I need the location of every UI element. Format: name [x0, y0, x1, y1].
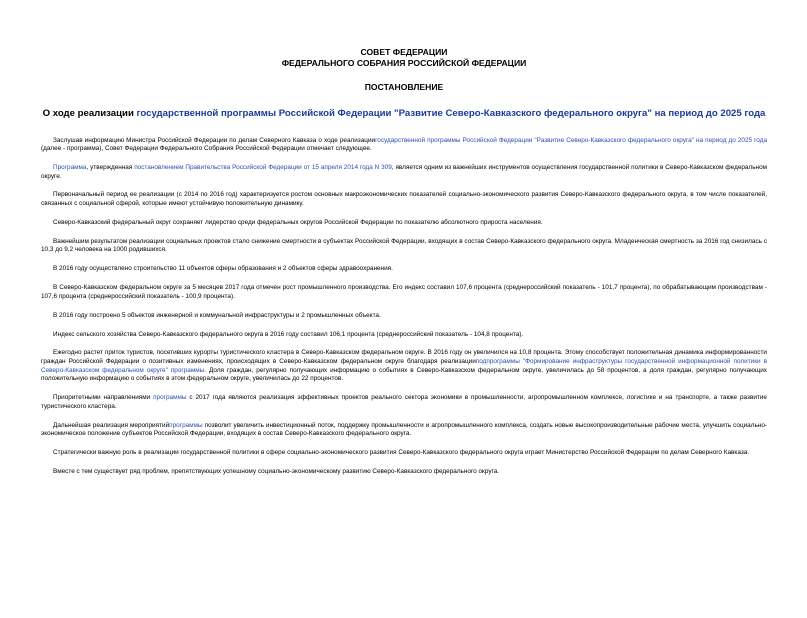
- paragraph-text: (далее - программа), Совет Федерации Федерального Собрания Российской Федерации отмечает следующее.: [41, 145, 372, 153]
- paragraph-text: позволит увеличить инвестиционный поток, поддержку промышленности и агропромышленного комплекса, создать новые высокопроизводительные рабочие места, улучшить социально-экономическое положение субъектов Российской Федерации, входящих в состав Северо-Кавказского федерального округа.: [41, 421, 768, 438]
- paragraph-text: Заслушав информацию Министра Российской Федерации по делам Северного Кавказа о ходе реализации: [53, 136, 376, 144]
- paragraph-text: , является одним из важнейших инструментов осуществления государственной политики в Северо-Кавказском федеральном округе.: [41, 163, 768, 180]
- paragraph-9: Индекс сельского хозяйства Северо-Кавказского федерального округа в 2016 году составил 106,1 процента (среднероссийский показатель - 104,8 процента).: [53, 330, 524, 338]
- title-program-link[interactable]: государственной программы Российской Федерации "Развитие Северо-Кавказского федерального округа" на период до 2025 года: [136, 107, 766, 119]
- program-link[interactable]: программы: [169, 421, 203, 429]
- paragraph-14: Вместе с тем существует ряд проблем, препятствующих успешному социально-экономическому развитию Северо-Кавказского федерального округа.: [53, 468, 500, 476]
- paragraph-2: [41, 164, 767, 181]
- header-resolution: ПОСТАНОВЛЕНИЕ: [364, 82, 444, 92]
- subprogram-link[interactable]: подпрограммы "Формирование инфраструктуры государственной информационной политики в Северо-Кавказском федеральном округе" программы: [41, 358, 768, 374]
- document-title: [41, 108, 767, 120]
- paragraph-1: [41, 137, 767, 154]
- program-link[interactable]: программы: [153, 394, 187, 402]
- paragraph-7: В Северо-Кавказском федеральном округе за 5 месяцев 2017 года отмечен рост промышленного производства. Его индекс составил 107,6 процента (среднероссийский показатель - 101,7 процента), по обрабатывающим производствам - 107,6 процента (среднероссийский показатель - 100,9 процента).: [41, 284, 767, 300]
- paragraph-5: Важнейшим результатом реализации социальных проектов стало снижение смертности в субъектах Российской Федерации, входящих в состав Северо-Кавказского федерального округа. Младенческая смертность за 2016 год снизилась с 10,3 до 9,2 человека на 1000 родившихся.: [41, 237, 767, 254]
- paragraph-text: Ежегодно растет приток туристов, посетивших курорты туристического кластера в Северо-Кавказском федеральном округе. В 2016 году он увеличился на 10,8 процента. Этому способствует положительная динамика информированности граждан Российской Федерации о позитивных изменениях, происходящих в Северо-Кавказском федеральном округе благодаря реализации: [41, 349, 767, 366]
- paragraph-text: , утвержденная: [86, 163, 135, 171]
- program-link[interactable]: Программа: [53, 163, 87, 171]
- government-decree-link[interactable]: постановлением Правительства Российской Федерации от 15 апреля 2014 года N 309: [134, 163, 392, 171]
- paragraph-8: В 2016 году построено 5 объектов инженерной и коммунальной инфраструктуры и 2 промышленных объекта.: [53, 311, 381, 319]
- paragraph-4: Северо-Кавказский федеральный округ сохраняет лидерство среди федеральных округов Российской Федерации по показателю абсолютного прироста населения.: [53, 218, 543, 226]
- document-body: [41, 137, 767, 477]
- paragraph-6: В 2016 году осуществлено строительство 11 объектов сферы образования и 2 объектов сферы здравоохранения.: [53, 265, 393, 273]
- paragraph-text: Дальнейшая реализация мероприятий: [53, 421, 170, 429]
- paragraph-13: Стратегически важную роль в реализации государственной политики в сфере социально-экономического развития Северо-Кавказского федерального округа играет Министерство Российской Федерации по делам Северного Кавказа.: [53, 449, 750, 457]
- paragraph-11: [41, 394, 767, 411]
- paragraph-10: [41, 349, 767, 383]
- paragraph-text: Приоритетными направлениями: [53, 394, 154, 402]
- title-prefix: О ходе реализации: [42, 107, 137, 119]
- document-page: [0, 47, 807, 618]
- paragraph-text: с 2017 года являются реализация эффективных проектов реального сектора экономики в промышленности, агропромышленном комплексе, логистике и на транспорте, а также развитие туристического кластера.: [41, 394, 767, 410]
- paragraph-12: [41, 422, 767, 439]
- paragraph-text: . Доля граждан, регулярно получающих информацию о событиях в Северо-Кавказском федеральном округе, увеличилась до 58 процентов, а доля граждан, регулярно получающих положительную информацию о событиях в этом федеральном округе, увеличилась до 22 процентов.: [41, 366, 767, 383]
- paragraph-3: Первоначальный период ее реализации (с 2014 по 2016 год) характеризуется ростом основных макроэкономических показателей социально-экономического развития Северо-Кавказского федерального округа, в том числе показателей, связанных с социальной сферой, которые имеют устойчивую положительную динамику.: [41, 191, 767, 208]
- program-link[interactable]: государственной программы Российской Федерации "Развитие Северо-Кавказского федерального округа" на период до 2025 года: [375, 136, 768, 144]
- header-assembly: ФЕДЕРАЛЬНОГО СОБРАНИЯ РОССИЙСКОЙ ФЕДЕРАЦИИ: [281, 57, 527, 68]
- header-council: СОВЕТ ФЕДЕРАЦИИ: [360, 47, 448, 57]
